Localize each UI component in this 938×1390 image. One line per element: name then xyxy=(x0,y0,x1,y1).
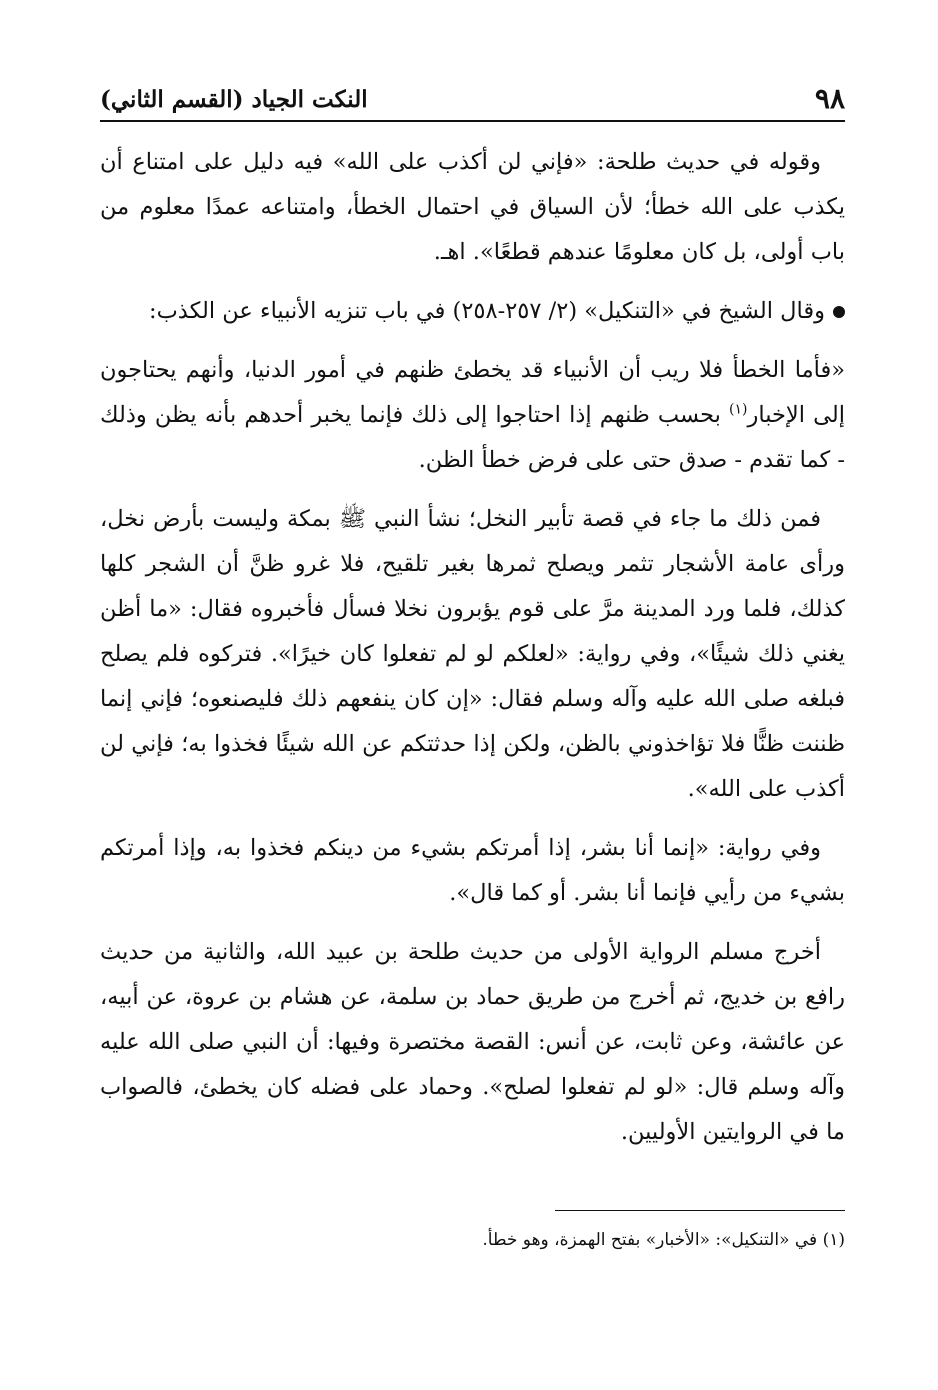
page-number: ٩٨ xyxy=(814,82,845,115)
paragraph: أخرج مسلم الرواية الأولى من حديث طلحة بن عبيد الله، والثانية من حديث رافع بن خديج، ثم أخرج من طريق حماد بن سلمة، عن هشام بن عروة، عن أبيه، عن عائشة، وعن ثابت، عن أنس: القصة مختصرة وفيها: أن النبي صلى الله عليه وآله وسلم قال: «لو لم تفعلوا لصلح». وحماد على فضله كان يخطئ، فالصواب ما في الروايتين الأوليين. xyxy=(100,939,845,1145)
running-title: النكت الجياد (القسم الثاني) xyxy=(100,86,368,113)
paragraph-text: بحسب ظنهم إذا احتاجوا إلى ذلك فإنما يخبر أحدهم بأنه يظن وذلك - كما تقدم - صدق حتى على فرض خطأ الظن. xyxy=(100,402,845,473)
footnote-reference[interactable]: (١) xyxy=(729,401,748,418)
paragraph-text: «فأما الخطأ فلا ريب أن الأنبياء قد يخطئ ظنهم في أمور الدنيا، وأنهم يحتاجون إلى الإخبار xyxy=(100,357,845,428)
page-header xyxy=(100,80,845,122)
paragraph: وفي رواية: «إنما أنا بشر، إذا أمرتكم بشيء من دينكم فخذوا به، وإذا أمرتكم بشيء من رأيي فإنما أنا بشر. أو كما قال». xyxy=(100,835,845,906)
paragraph: فمن ذلك ما جاء في قصة تأبير النخل؛ نشأ النبي ﷺ بمكة وليست بأرض نخل، ورأى عامة الأشجار تثمر ويصلح ثمرها بغير تلقيح، فلا غرو ظنَّ أن الشجر كلها كذلك، فلما ورد المدينة مرَّ على قوم يؤبرون نخلا فسأل فأخبروه فقال: «ما أظن يغني ذلك شيئًا»، وفي رواية: «لعلكم لو لم تفعلوا كان خيرًا». فتركوه فلم يصلح فبلغه صلى الله عليه وآله وسلم فقال: «إن كان ينفعهم ذلك فليصنعوه؛ فإني إنما ظننت ظنًّا فلا تؤاخذوني بالظن، ولكن إذا حدثتكم عن الله شيئًا فخذوا به؛ فإني لن أكذب على الله». xyxy=(100,506,845,802)
paragraph: وقوله في حديث طلحة: «فإني لن أكذب على الله» فيه دليل على امتناع أن يكذب على الله خطأ؛ لأن السياق في احتمال الخطأ، وامتناعه عمدًا معلوم من باب أولى، بل كان معلومًا عندهم قطعًا». اهـ. xyxy=(100,149,845,265)
page-body xyxy=(100,140,845,1155)
footnote: (١) في «التنكيل»: «الأخبار» بفتح الهمزة، وهو خطأ. xyxy=(482,1230,845,1250)
footnotes-section xyxy=(100,1210,845,1255)
quote-paragraph xyxy=(100,348,845,483)
paragraph-text: وقال الشيخ في «التنكيل» (٢/ ٢٥٧-٢٥٨) في باب تنزيه الأنبياء عن الكذب: xyxy=(149,298,825,324)
bullet-icon xyxy=(833,306,845,318)
footnote-divider xyxy=(555,1210,845,1211)
bullet-paragraph xyxy=(100,289,845,334)
book-page xyxy=(100,80,845,1169)
